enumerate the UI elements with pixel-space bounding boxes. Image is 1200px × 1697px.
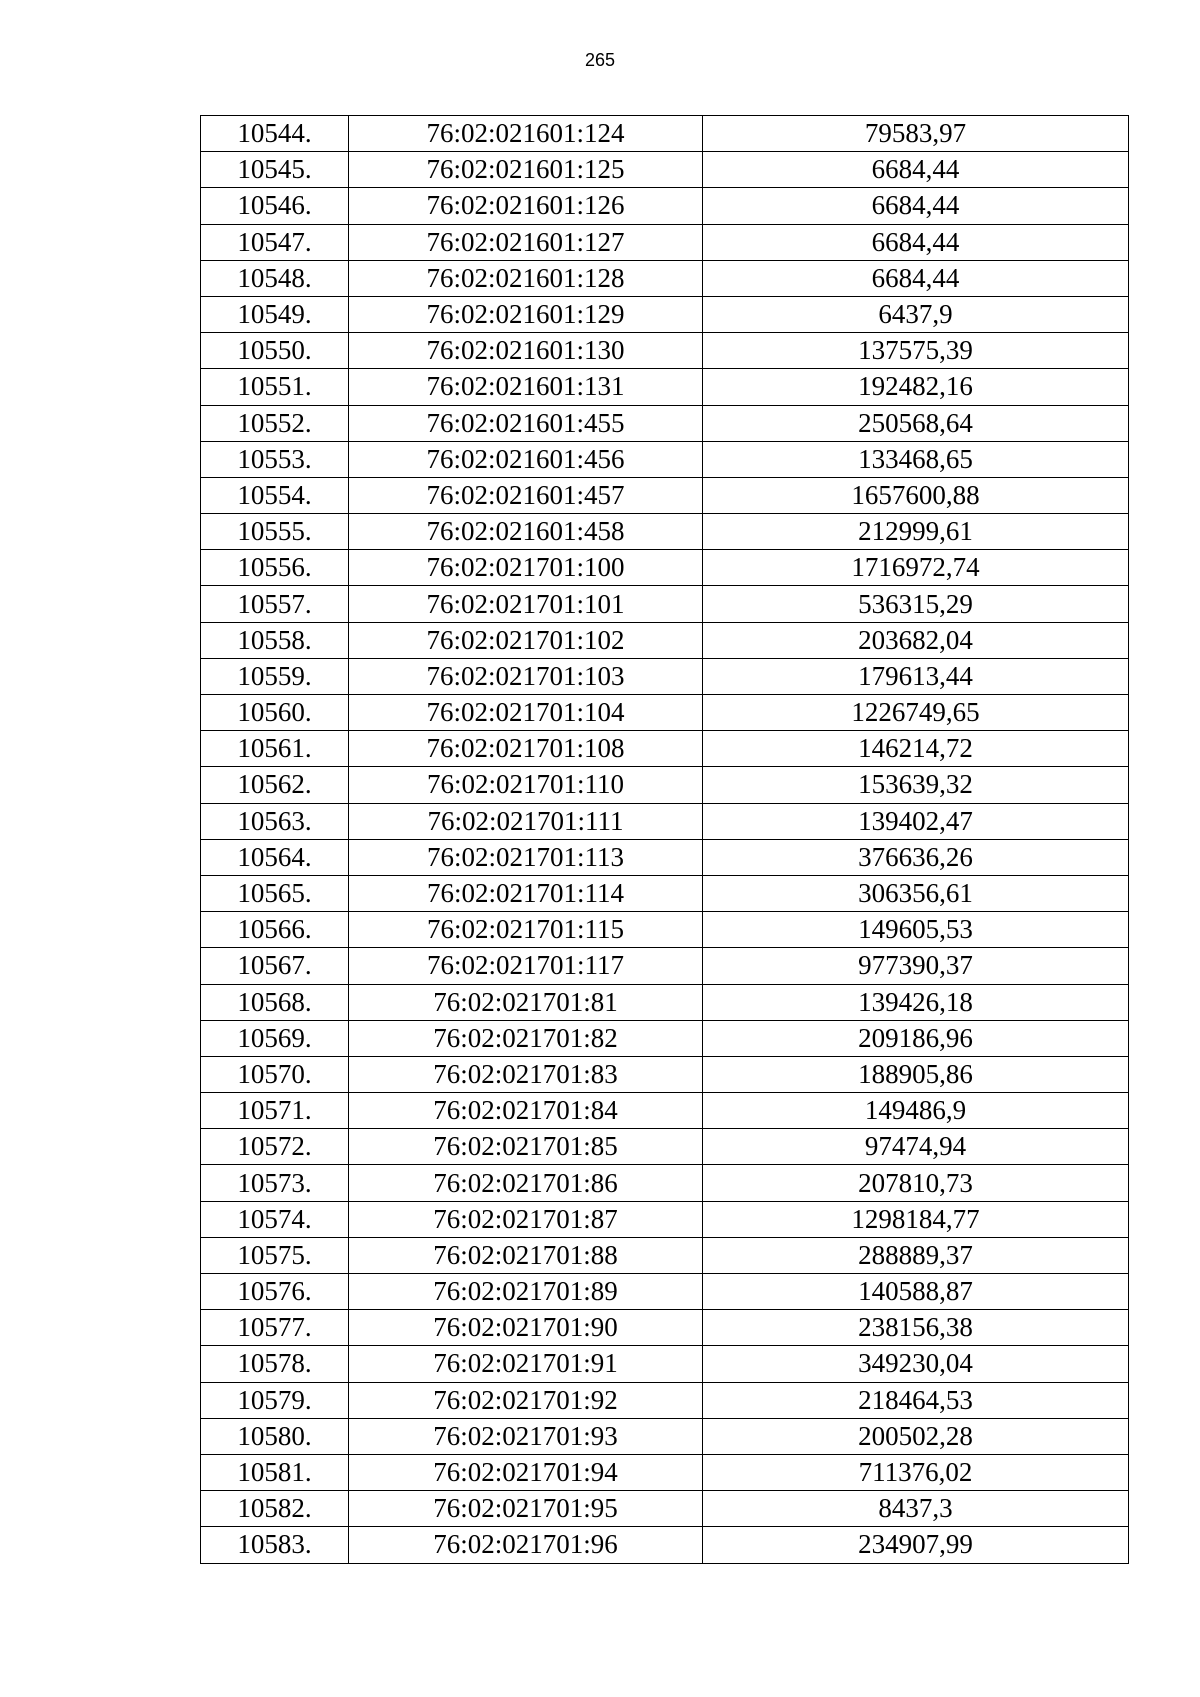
table-row xyxy=(201,984,1129,1020)
row-number-cell: 10546. xyxy=(201,188,349,224)
table-body xyxy=(201,116,1129,1564)
table-row xyxy=(201,1527,1129,1563)
table-row xyxy=(201,1418,1129,1454)
row-number-cell: 10553. xyxy=(201,441,349,477)
cadastral-value-cell: 977390,37 xyxy=(703,948,1129,984)
row-number-cell: 10551. xyxy=(201,369,349,405)
cadastral-value-cell: 8437,3 xyxy=(703,1491,1129,1527)
cadastral-number-cell: 76:02:021601:125 xyxy=(349,152,703,188)
row-number-cell: 10575. xyxy=(201,1237,349,1273)
row-number-cell: 10572. xyxy=(201,1129,349,1165)
cadastral-number-cell: 76:02:021701:82 xyxy=(349,1020,703,1056)
cadastral-number-cell: 76:02:021701:110 xyxy=(349,767,703,803)
cadastral-number-cell: 76:02:021701:84 xyxy=(349,1093,703,1129)
row-number-cell: 10555. xyxy=(201,514,349,550)
row-number-cell: 10559. xyxy=(201,658,349,694)
cadastral-number-cell: 76:02:021701:113 xyxy=(349,839,703,875)
cadastral-value-cell: 238156,38 xyxy=(703,1310,1129,1346)
row-number-cell: 10582. xyxy=(201,1491,349,1527)
table-row xyxy=(201,1274,1129,1310)
table-row xyxy=(201,1491,1129,1527)
page-number: 265 xyxy=(584,50,616,70)
row-number-cell: 10550. xyxy=(201,333,349,369)
row-number-cell: 10554. xyxy=(201,477,349,513)
table-row xyxy=(201,1056,1129,1092)
cadastral-number-cell: 76:02:021601:131 xyxy=(349,369,703,405)
cadastral-number-cell: 76:02:021701:89 xyxy=(349,1274,703,1310)
table-row xyxy=(201,550,1129,586)
cadastral-value-cell: 306356,61 xyxy=(703,875,1129,911)
row-number-cell: 10564. xyxy=(201,839,349,875)
cadastral-value-cell: 209186,96 xyxy=(703,1020,1129,1056)
row-number-cell: 10552. xyxy=(201,405,349,441)
cadastral-number-cell: 76:02:021601:128 xyxy=(349,260,703,296)
row-number-cell: 10567. xyxy=(201,948,349,984)
table-row xyxy=(201,441,1129,477)
cadastral-value-cell: 212999,61 xyxy=(703,514,1129,550)
row-number-cell: 10568. xyxy=(201,984,349,1020)
cadastral-number-cell: 76:02:021701:104 xyxy=(349,695,703,731)
table-row xyxy=(201,1201,1129,1237)
table-row xyxy=(201,116,1129,152)
table-row xyxy=(201,188,1129,224)
cadastral-value-cell: 376636,26 xyxy=(703,839,1129,875)
cadastral-value-cell: 349230,04 xyxy=(703,1346,1129,1382)
cadastral-number-cell: 76:02:021701:114 xyxy=(349,875,703,911)
table-row xyxy=(201,948,1129,984)
table-row xyxy=(201,695,1129,731)
cadastral-number-cell: 76:02:021601:456 xyxy=(349,441,703,477)
cadastral-number-cell: 76:02:021701:96 xyxy=(349,1527,703,1563)
cadastral-number-cell: 76:02:021701:101 xyxy=(349,586,703,622)
cadastral-value-cell: 97474,94 xyxy=(703,1129,1129,1165)
table-row xyxy=(201,333,1129,369)
row-number-cell: 10571. xyxy=(201,1093,349,1129)
cadastral-value-cell: 139402,47 xyxy=(703,803,1129,839)
cadastral-number-cell: 76:02:021601:458 xyxy=(349,514,703,550)
table-row xyxy=(201,405,1129,441)
table-row xyxy=(201,803,1129,839)
table-row xyxy=(201,224,1129,260)
table-row xyxy=(201,622,1129,658)
cadastral-value-cell: 288889,37 xyxy=(703,1237,1129,1273)
row-number-cell: 10547. xyxy=(201,224,349,260)
cadastral-value-cell: 218464,53 xyxy=(703,1382,1129,1418)
row-number-cell: 10569. xyxy=(201,1020,349,1056)
row-number-cell: 10573. xyxy=(201,1165,349,1201)
table-row xyxy=(201,369,1129,405)
cadastral-number-cell: 76:02:021701:103 xyxy=(349,658,703,694)
cadastral-value-cell: 6684,44 xyxy=(703,188,1129,224)
table-row xyxy=(201,912,1129,948)
cadastral-value-cell: 146214,72 xyxy=(703,731,1129,767)
row-number-cell: 10580. xyxy=(201,1418,349,1454)
row-number-cell: 10544. xyxy=(201,116,349,152)
cadastral-value-cell: 1226749,65 xyxy=(703,695,1129,731)
cadastral-value-cell: 79583,97 xyxy=(703,116,1129,152)
row-number-cell: 10581. xyxy=(201,1454,349,1490)
cadastral-number-cell: 76:02:021601:130 xyxy=(349,333,703,369)
cadastral-number-cell: 76:02:021601:129 xyxy=(349,296,703,332)
cadastral-number-cell: 76:02:021601:127 xyxy=(349,224,703,260)
table-row xyxy=(201,514,1129,550)
cadastral-number-cell: 76:02:021701:94 xyxy=(349,1454,703,1490)
cadastral-number-cell: 76:02:021701:85 xyxy=(349,1129,703,1165)
cadastral-number-cell: 76:02:021701:115 xyxy=(349,912,703,948)
cadastral-value-cell: 200502,28 xyxy=(703,1418,1129,1454)
cadastral-value-cell: 179613,44 xyxy=(703,658,1129,694)
row-number-cell: 10563. xyxy=(201,803,349,839)
cadastral-value-cell: 1716972,74 xyxy=(703,550,1129,586)
cadastral-value-cell: 139426,18 xyxy=(703,984,1129,1020)
cadastral-number-cell: 76:02:021701:95 xyxy=(349,1491,703,1527)
row-number-cell: 10574. xyxy=(201,1201,349,1237)
row-number-cell: 10583. xyxy=(201,1527,349,1563)
row-number-cell: 10577. xyxy=(201,1310,349,1346)
table-row xyxy=(201,477,1129,513)
cadastral-number-cell: 76:02:021701:83 xyxy=(349,1056,703,1092)
cadastral-value-cell: 6437,9 xyxy=(703,296,1129,332)
cadastral-number-cell: 76:02:021701:108 xyxy=(349,731,703,767)
table-row xyxy=(201,260,1129,296)
table-row xyxy=(201,1020,1129,1056)
row-number-cell: 10562. xyxy=(201,767,349,803)
cadastral-number-cell: 76:02:021701:111 xyxy=(349,803,703,839)
cadastral-number-cell: 76:02:021701:88 xyxy=(349,1237,703,1273)
cadastral-value-cell: 140588,87 xyxy=(703,1274,1129,1310)
cadastral-value-cell: 207810,73 xyxy=(703,1165,1129,1201)
cadastral-value-cell: 133468,65 xyxy=(703,441,1129,477)
table-row xyxy=(201,839,1129,875)
cadastral-value-cell: 149486,9 xyxy=(703,1093,1129,1129)
cadastral-number-cell: 76:02:021701:81 xyxy=(349,984,703,1020)
row-number-cell: 10576. xyxy=(201,1274,349,1310)
cadastral-value-cell: 1298184,77 xyxy=(703,1201,1129,1237)
cadastral-value-cell: 6684,44 xyxy=(703,152,1129,188)
table-row xyxy=(201,1454,1129,1490)
row-number-cell: 10561. xyxy=(201,731,349,767)
table-row xyxy=(201,1346,1129,1382)
cadastral-number-cell: 76:02:021701:93 xyxy=(349,1418,703,1454)
cadastral-value-cell: 711376,02 xyxy=(703,1454,1129,1490)
cadastral-number-cell: 76:02:021701:87 xyxy=(349,1201,703,1237)
cadastral-number-cell: 76:02:021701:90 xyxy=(349,1310,703,1346)
row-number-cell: 10579. xyxy=(201,1382,349,1418)
table-row xyxy=(201,586,1129,622)
row-number-cell: 10566. xyxy=(201,912,349,948)
cadastral-value-cell: 6684,44 xyxy=(703,224,1129,260)
cadastral-value-cell: 536315,29 xyxy=(703,586,1129,622)
row-number-cell: 10565. xyxy=(201,875,349,911)
row-number-cell: 10545. xyxy=(201,152,349,188)
table-row xyxy=(201,1382,1129,1418)
cadastral-value-cell: 1657600,88 xyxy=(703,477,1129,513)
table-row xyxy=(201,658,1129,694)
cadastral-number-cell: 76:02:021701:117 xyxy=(349,948,703,984)
row-number-cell: 10548. xyxy=(201,260,349,296)
cadastral-number-cell: 76:02:021701:102 xyxy=(349,622,703,658)
cadastral-value-cell: 192482,16 xyxy=(703,369,1129,405)
row-number-cell: 10570. xyxy=(201,1056,349,1092)
row-number-cell: 10556. xyxy=(201,550,349,586)
row-number-cell: 10578. xyxy=(201,1346,349,1382)
cadastral-number-cell: 76:02:021601:455 xyxy=(349,405,703,441)
row-number-cell: 10557. xyxy=(201,586,349,622)
cadastral-number-cell: 76:02:021601:457 xyxy=(349,477,703,513)
cadastral-number-cell: 76:02:021601:124 xyxy=(349,116,703,152)
cadastral-value-cell: 153639,32 xyxy=(703,767,1129,803)
cadastral-value-cell: 250568,64 xyxy=(703,405,1129,441)
cadastral-number-cell: 76:02:021701:100 xyxy=(349,550,703,586)
table-row xyxy=(201,1237,1129,1273)
cadastral-value-cell: 234907,99 xyxy=(703,1527,1129,1563)
row-number-cell: 10560. xyxy=(201,695,349,731)
table-row xyxy=(201,767,1129,803)
table-row xyxy=(201,152,1129,188)
table-row xyxy=(201,296,1129,332)
row-number-cell: 10549. xyxy=(201,296,349,332)
cadastral-value-cell: 203682,04 xyxy=(703,622,1129,658)
cadastral-number-cell: 76:02:021601:126 xyxy=(349,188,703,224)
table-row xyxy=(201,875,1129,911)
table-row xyxy=(201,731,1129,767)
cadastral-value-cell: 149605,53 xyxy=(703,912,1129,948)
cadastral-number-cell: 76:02:021701:86 xyxy=(349,1165,703,1201)
row-number-cell: 10558. xyxy=(201,622,349,658)
cadastral-number-cell: 76:02:021701:92 xyxy=(349,1382,703,1418)
table-row xyxy=(201,1093,1129,1129)
cadastral-number-cell: 76:02:021701:91 xyxy=(349,1346,703,1382)
cadastral-value-cell: 6684,44 xyxy=(703,260,1129,296)
cadastral-value-table xyxy=(200,115,1129,1564)
cadastral-value-cell: 188905,86 xyxy=(703,1056,1129,1092)
table-row xyxy=(201,1129,1129,1165)
table-row xyxy=(201,1165,1129,1201)
cadastral-value-cell: 137575,39 xyxy=(703,333,1129,369)
table-row xyxy=(201,1310,1129,1346)
